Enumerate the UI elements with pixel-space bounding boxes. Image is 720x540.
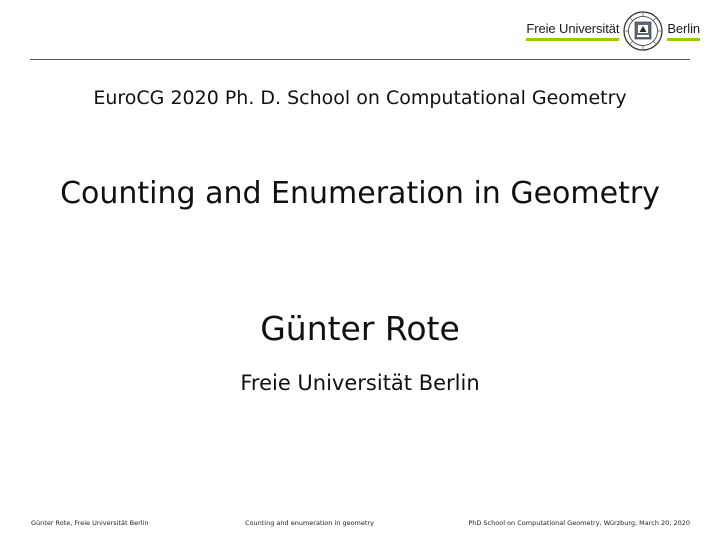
university-seal-icon: [623, 11, 663, 51]
logo-left-word: Freie Universität: [526, 21, 619, 41]
slide-title: Counting and Enumeration in Geometry: [60, 176, 660, 211]
school-line: EuroCG 2020 Ph. D. School on Computational Geometry: [93, 87, 627, 109]
header-divider: [30, 59, 690, 60]
footer-event: PhD School on Computational Geometry, Würzburg, March 20, 2020: [468, 519, 690, 527]
logo-right-word: Berlin: [667, 21, 700, 41]
footer-author: Günter Rote, Freie Universität Berlin: [31, 519, 149, 527]
slide-footer: [0, 519, 720, 533]
slide-header: [0, 0, 720, 62]
footer-talk-title: Counting and enumeration in geometry: [245, 519, 374, 527]
author-affiliation: Freie Universität Berlin: [240, 371, 480, 395]
author-name: Günter Rote: [260, 309, 460, 348]
fu-berlin-logo: [526, 11, 700, 51]
